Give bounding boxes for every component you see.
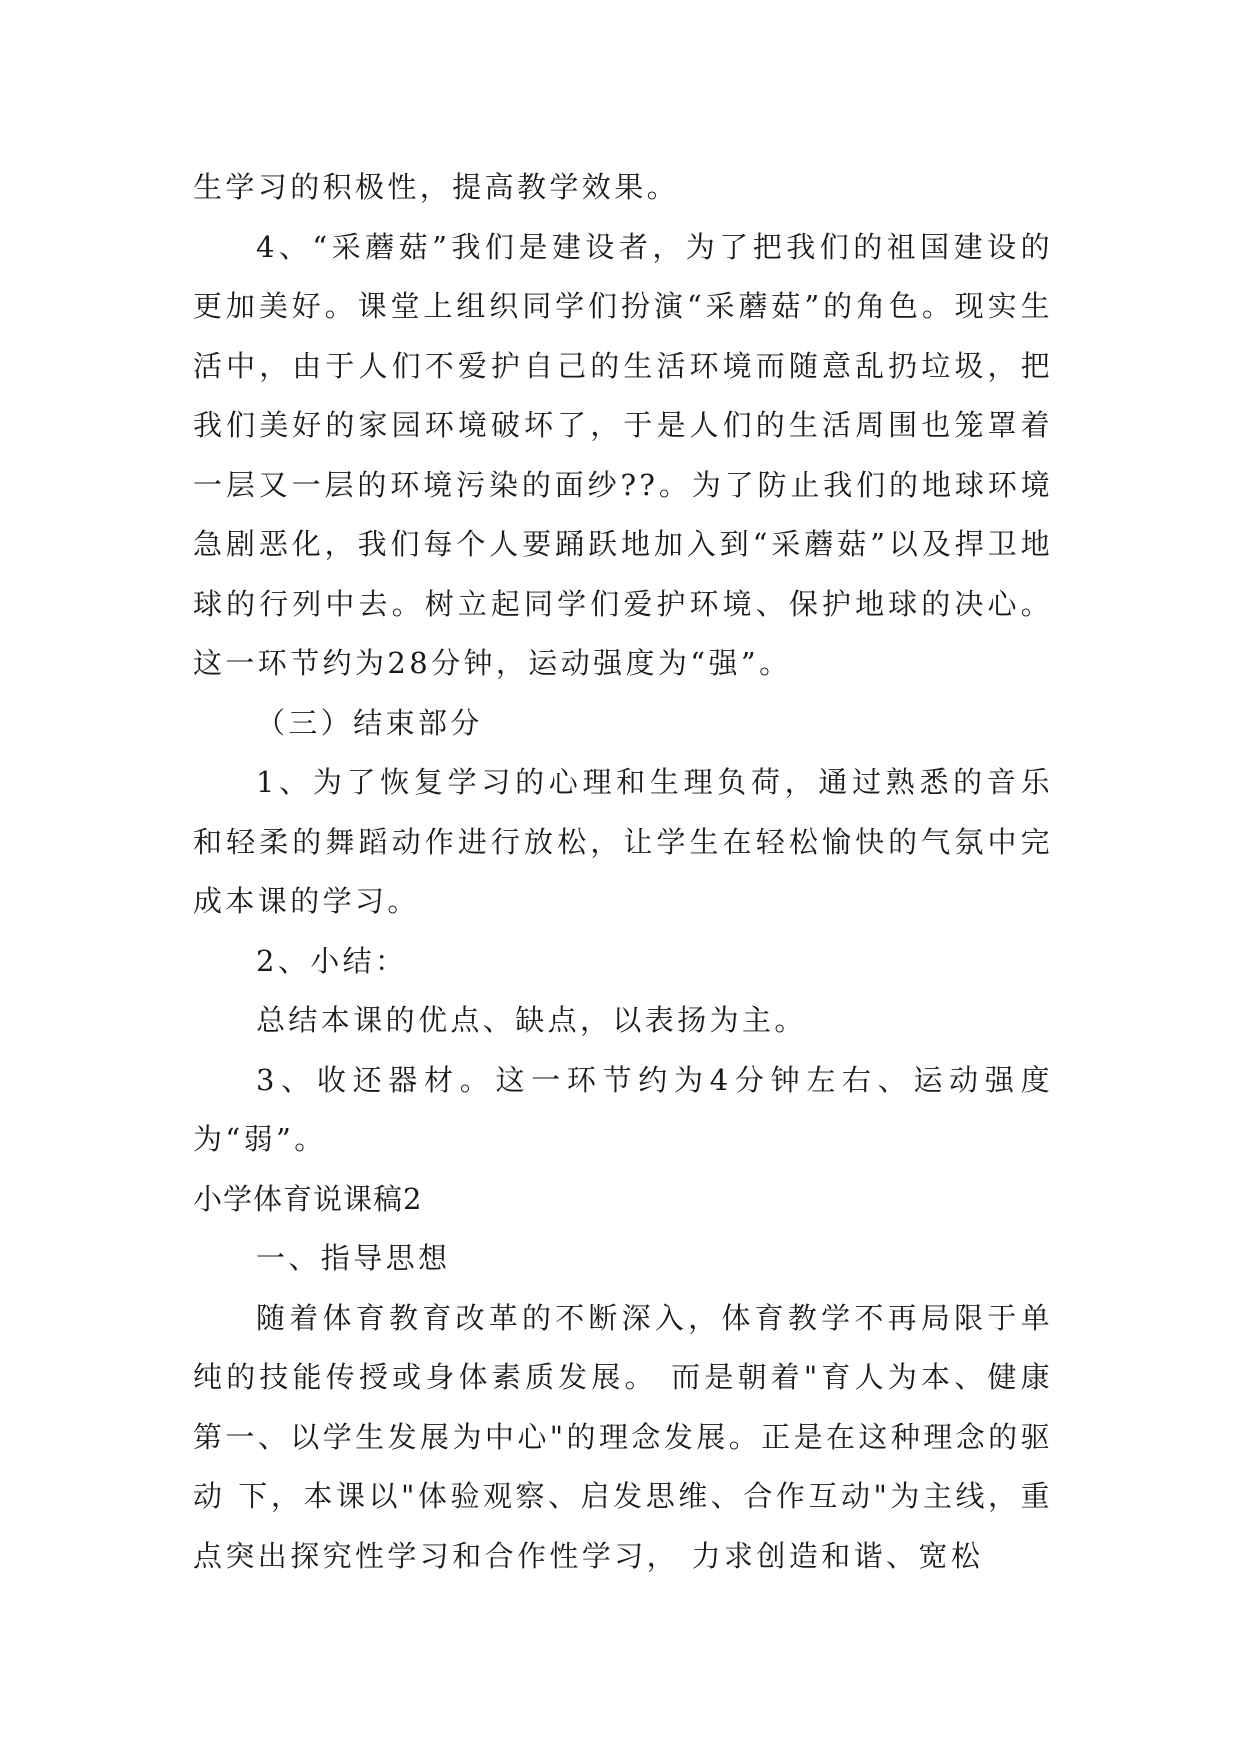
- paragraph-summary-label: 2、小结：: [256, 943, 408, 978]
- paragraph-summary-content: 总结本课的优点、缺点，以表扬为主。: [256, 1003, 807, 1037]
- document-body: [193, 158, 1053, 1586]
- paragraph-relaxation: 1、为了恢复学习的心理和生理负荷，通过熟悉的音乐和轻柔的舞蹈动作进行放松，让学生在轻松愉快的气氛中完成本课的学习。: [193, 765, 1053, 918]
- paragraph-mushroom-activity: 4、“采蘑菇”我们是建设者，为了把我们的祖国建设的更加美好。课堂上组织同学们扮演“采蘑菇”的角色。现实生活中，由于人们不爱护自己的生活环境而随意乱扔垃圾，把我们美好的家园环境破坏了，于是人们的生活周围也笼罩着一层又一层的环境污染的面纱??。为了防止我们的地球环境急剧恶化，我们每个人要踊跃地加入到“采蘑菇”以及捍卫地球的行列中去。树立起同学们爱护环境、保护地球的决心。这一环节约为28分钟，运动强度为“强”。: [193, 229, 1053, 680]
- document-title-2: 小学体育说课稿2: [193, 1181, 423, 1216]
- paragraph-continuation: 生学习的积极性，提高教学效果。: [193, 170, 680, 204]
- section-heading-ending: （三）结束部分: [256, 705, 483, 740]
- paragraph-guiding-thought: 随着体育教育改革的不断深入，体育教学不再局限于单纯的技能传授或身体素质发展。 而是朝着"育人为本、健康第一、以学生发展为中心"的理念发展。正是在这种理念的驱动 下，本课以"体验观察、启发思维、合作互动"为主线，重点突出探究性学习和合作性学习， 力求创造和谐、宽松: [193, 1300, 1053, 1573]
- paragraph-equipment: 3、收还器材。这一环节约为4分钟左右、运动强度为“弱”。: [193, 1062, 1053, 1156]
- section-heading-guiding-thought: 一、指导思想: [256, 1241, 451, 1275]
